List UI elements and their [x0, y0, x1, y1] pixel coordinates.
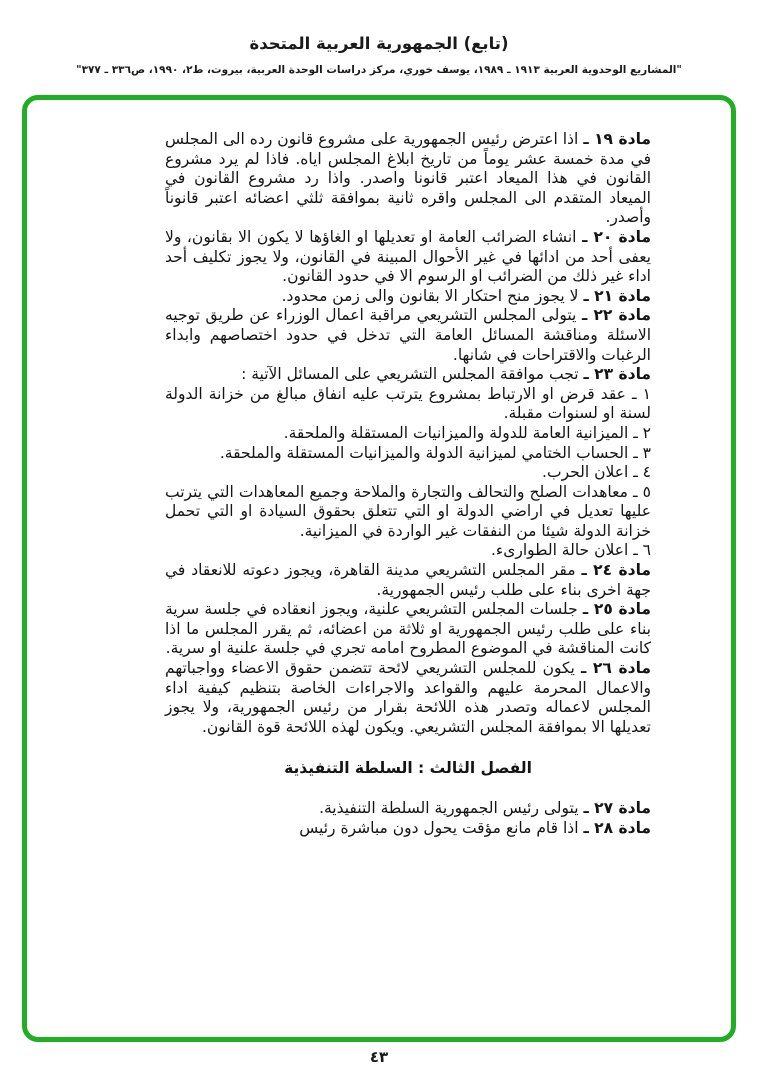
article-label: مادة ٢٤ ـ	[581, 561, 651, 580]
article-paragraph	[165, 819, 651, 839]
article-paragraph	[165, 659, 651, 737]
list-item	[165, 483, 651, 542]
list-item-number: ٢ ـ	[633, 423, 651, 442]
article-text: اذا قام مانع مؤقت يحول دون مباشرة رئيس	[299, 818, 579, 837]
list-item-number: ٣ ـ	[633, 443, 651, 462]
article-label: مادة ٢٦ ـ	[581, 659, 651, 678]
body-text	[165, 130, 651, 838]
article-paragraph	[165, 799, 651, 819]
article-text: انشاء الضرائب العامة او تعديلها او الغاؤها لا يكون الا بقانون، ولا يعفى أحد من ادائها في غير الأحوال المبينة في القانون، ولا يجوز تكليف أحد اداء غير ذلك من الضرائب او الرسوم الا في حدود القانون.	[165, 227, 651, 286]
list-item-text: اعلان الحرب.	[542, 463, 629, 482]
article-text: جلسات المجلس التشريعي علنية، ويجوز انعقاده في جلسة سرية بناء على طلب رئيس الجمهورية او ثلاثة من اعضائه، ثم يقرر المجلس ما اذا كانت المناقشة في الموضوع المطروح امامه تجري في جلسة علنية او سرية.	[165, 600, 651, 658]
article-text: يتولى رئيس الجمهورية السلطة التنفيذية.	[319, 799, 579, 817]
list-item	[165, 541, 651, 561]
list-item	[165, 385, 651, 424]
list-item	[165, 463, 651, 483]
article-label: مادة ١٩ ـ	[583, 130, 651, 148]
list-item-number: ٦ ـ	[633, 541, 651, 560]
article-paragraph	[165, 600, 651, 659]
article-text: لا يجوز منح احتكار الا بقانون والى زمن محدود.	[281, 286, 579, 305]
page-title: (تابع) الجمهورية العربية المتحدة	[249, 34, 509, 53]
article-text: يكون للمجلس التشريعي لائحة تتضمن حقوق الاعضاء وواجباتهم والاعمال المحرمة عليهم والقواعد والاجراءات الخاصة بتنظيم كيفية اداء المجلس لاعماله وتصدر هذه اللائحة بقرار من رئيس الجمهورية، ولا يجوز تعديلها الا بموافقة المجلس التشريعي. ويكون لهذه اللائحة قوة القانون.	[165, 659, 651, 736]
list-item-number: ٤ ـ	[633, 463, 651, 482]
source-citation: "المشاريع الوحدوية العربية ١٩١٣ ـ ١٩٨٩، يوسف خوري، مركز دراسات الوحدة العربية، بيروت، ط٢، ١٩٩٠، ص٣٣٦ ـ ٣٧٧"	[76, 64, 682, 76]
list-item	[165, 424, 651, 444]
article-paragraph	[165, 130, 651, 228]
list-item-text: الحساب الختامي لميزانية الدولة والميزانيات المستقلة والملحقة.	[219, 443, 629, 462]
section-heading: الفصل الثالث : السلطة التنفيذية	[284, 759, 532, 778]
article-paragraph	[165, 306, 651, 365]
article-label: مادة ٢٧ ـ	[583, 799, 651, 817]
green-border-box	[22, 95, 736, 1042]
list-item	[165, 444, 651, 464]
article-label: مادة ٢٠ ـ	[582, 227, 651, 246]
article-label: مادة ٢٢ ـ	[582, 306, 652, 325]
list-item-text: معاهدات الصلح والتحالف والتجارة والملاحة وجميع المعاهدات التي يترتب عليها تعديل في اراضي الدولة او التي تتعلق بحقوق السيادة او التي تحمل خزانة الدولة شيئا من النفقات غير الواردة في الميزانية.	[165, 482, 651, 540]
article-text: يتولى المجلس التشريعي مراقبة اعمال الوزراء عن طريق توجيه الاسئلة ومناقشة المسائل العامة التي تدخل في حدود اختصاصهم وابداء الرغبات والاقتراحات في شانها.	[165, 306, 651, 364]
page-number: ٤٣	[369, 1048, 389, 1066]
list-item-text: اعلان حالة الطوارىء.	[490, 541, 629, 560]
article-label: مادة ٢٥ ـ	[582, 600, 651, 619]
article-paragraph	[165, 228, 651, 287]
list-item-text: الميزانية العامة للدولة والميزانيات المستقلة والملحقة.	[283, 423, 629, 442]
article-label: مادة ٢٣ ـ	[583, 365, 651, 384]
article-paragraph	[165, 287, 651, 307]
article-label: مادة ٢١ ـ	[583, 286, 651, 305]
article-text: مقر المجلس التشريعي مدينة القاهرة، ويجوز دعوته للانعقاد في جهة اخرى بناء على طلب رئيس الجمهورية.	[165, 561, 651, 599]
article-paragraph	[165, 365, 651, 385]
article-text: اذا اعترض رئيس الجمهورية على مشروع قانون رده الى المجلس في مدة خمسة عشر يوماً من تاريخ ابلاغ المجلس اياه. فاذا لم يرد مشروع القانون في هذا الميعاد اعتبر قانونا واصدر. واذا رد مشروع القانون في الميعاد المتقدم الى المجلس واقره ثانية بموافقة ثلثي اعضائه اعتبر قانوناً وأصدر.	[165, 130, 651, 227]
article-paragraph	[165, 561, 651, 600]
list-item-number: ٥ ـ	[633, 482, 651, 501]
page-header	[0, 0, 758, 76]
article-text: تجب موافقة المجلس التشريعي على المسائل الآتية :	[241, 365, 579, 384]
article-label: مادة ٢٨ ـ	[583, 818, 651, 837]
list-item-number: ١ ـ	[632, 384, 651, 403]
list-item-text: عقد قرض او الارتباط بمشروع يترتب عليه انفاق مبالغ من خزانة الدولة لسنة او لسنوات مقبلة.	[165, 384, 651, 423]
